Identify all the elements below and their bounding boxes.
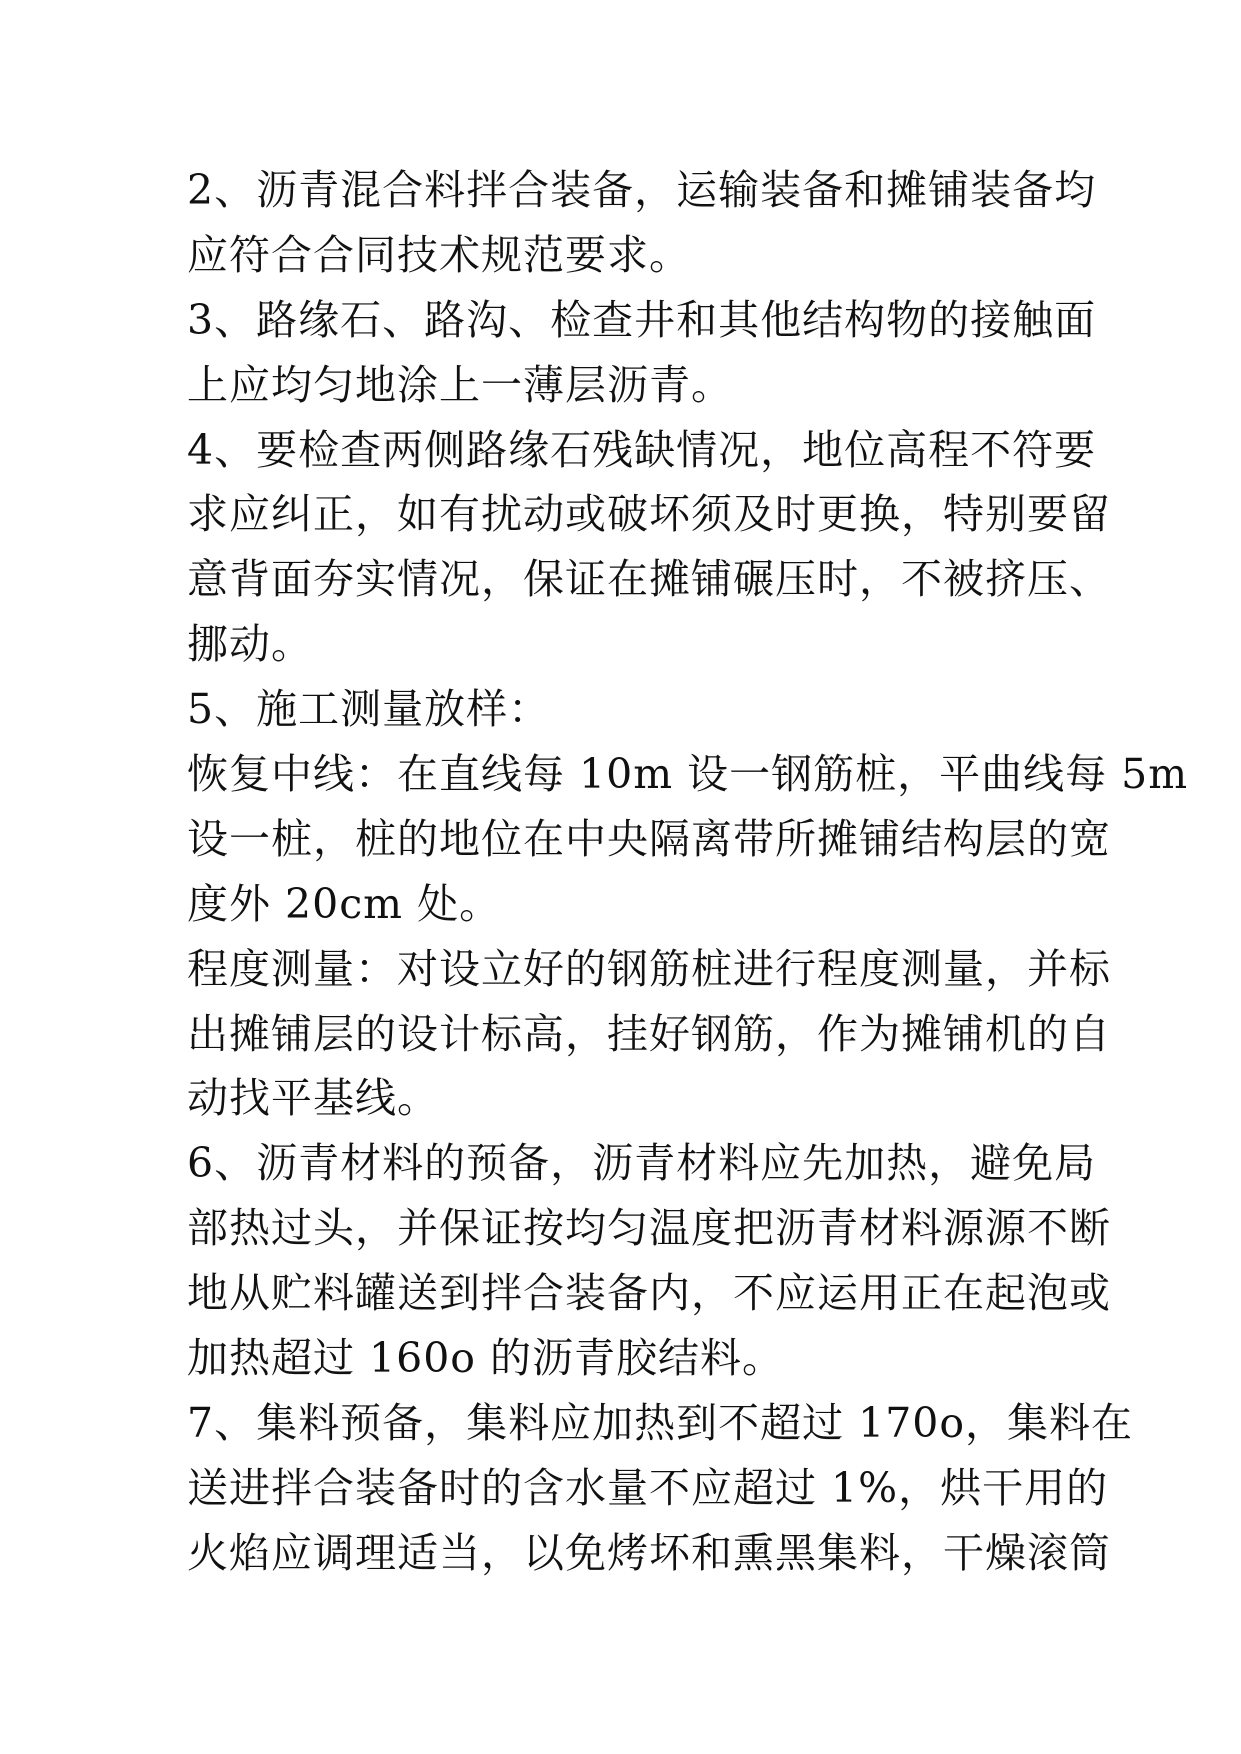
text-line: 度外 20cm 处。 bbox=[187, 879, 502, 928]
text-line: 部热过头，并保证按均匀温度把沥青材料源源不断 bbox=[187, 1204, 1111, 1253]
text-line: 7、集料预备，集料应加热到不超过 170o，集料在 bbox=[187, 1398, 1134, 1447]
text-line: 3、路缘石、路沟、检查井和其他结构物的接触面 bbox=[187, 295, 1097, 344]
text-line: 求应纠正，如有扰动或破坏须及时更换，特别要留 bbox=[187, 490, 1111, 539]
text-line: 地从贮料罐送到拌合装备内，不应运用正在起泡或 bbox=[187, 1269, 1111, 1318]
text-line: 应符合合同技术规范要求。 bbox=[187, 230, 691, 279]
text-line: 上应均匀地涂上一薄层沥青。 bbox=[187, 360, 733, 409]
text-line: 2、沥青混合料拌合装备，运输装备和摊铺装备均 bbox=[187, 166, 1097, 214]
text-line: 5、施工测量放样： bbox=[187, 685, 551, 734]
text-line: 挪动。 bbox=[187, 620, 313, 669]
text-line: 6、沥青材料的预备，沥青材料应先加热，避免局 bbox=[187, 1139, 1097, 1188]
text-line: 恢复中线：在直线每 10m 设一钢筋桩，平曲线每 5m bbox=[187, 750, 1189, 799]
text-line: 送进拌合装备时的含水量不应超过 1%，烘干用的 bbox=[187, 1463, 1109, 1512]
text-line: 出摊铺层的设计标高，挂好钢筋，作为摊铺机的自 bbox=[187, 1009, 1111, 1058]
text-line: 动找平基线。 bbox=[187, 1074, 439, 1123]
text-line: 设一桩，桩的地位在中央隔离带所摊铺结构层的宽 bbox=[187, 814, 1111, 863]
text-line: 程度测量：对设立好的钢筋桩进行程度测量，并标 bbox=[187, 944, 1111, 993]
document-body bbox=[187, 158, 1189, 1586]
text-line: 火焰应调理适当，以免烤坏和熏黑集料，干燥滚筒 bbox=[187, 1528, 1111, 1577]
text-line: 加热超过 160o 的沥青胶结料。 bbox=[187, 1334, 785, 1383]
text-line: 意背面夯实情况，保证在摊铺碾压时，不被挤压、 bbox=[187, 555, 1111, 604]
text-line: 4、要检查两侧路缘石残缺情况，地位高程不符要 bbox=[187, 425, 1097, 474]
